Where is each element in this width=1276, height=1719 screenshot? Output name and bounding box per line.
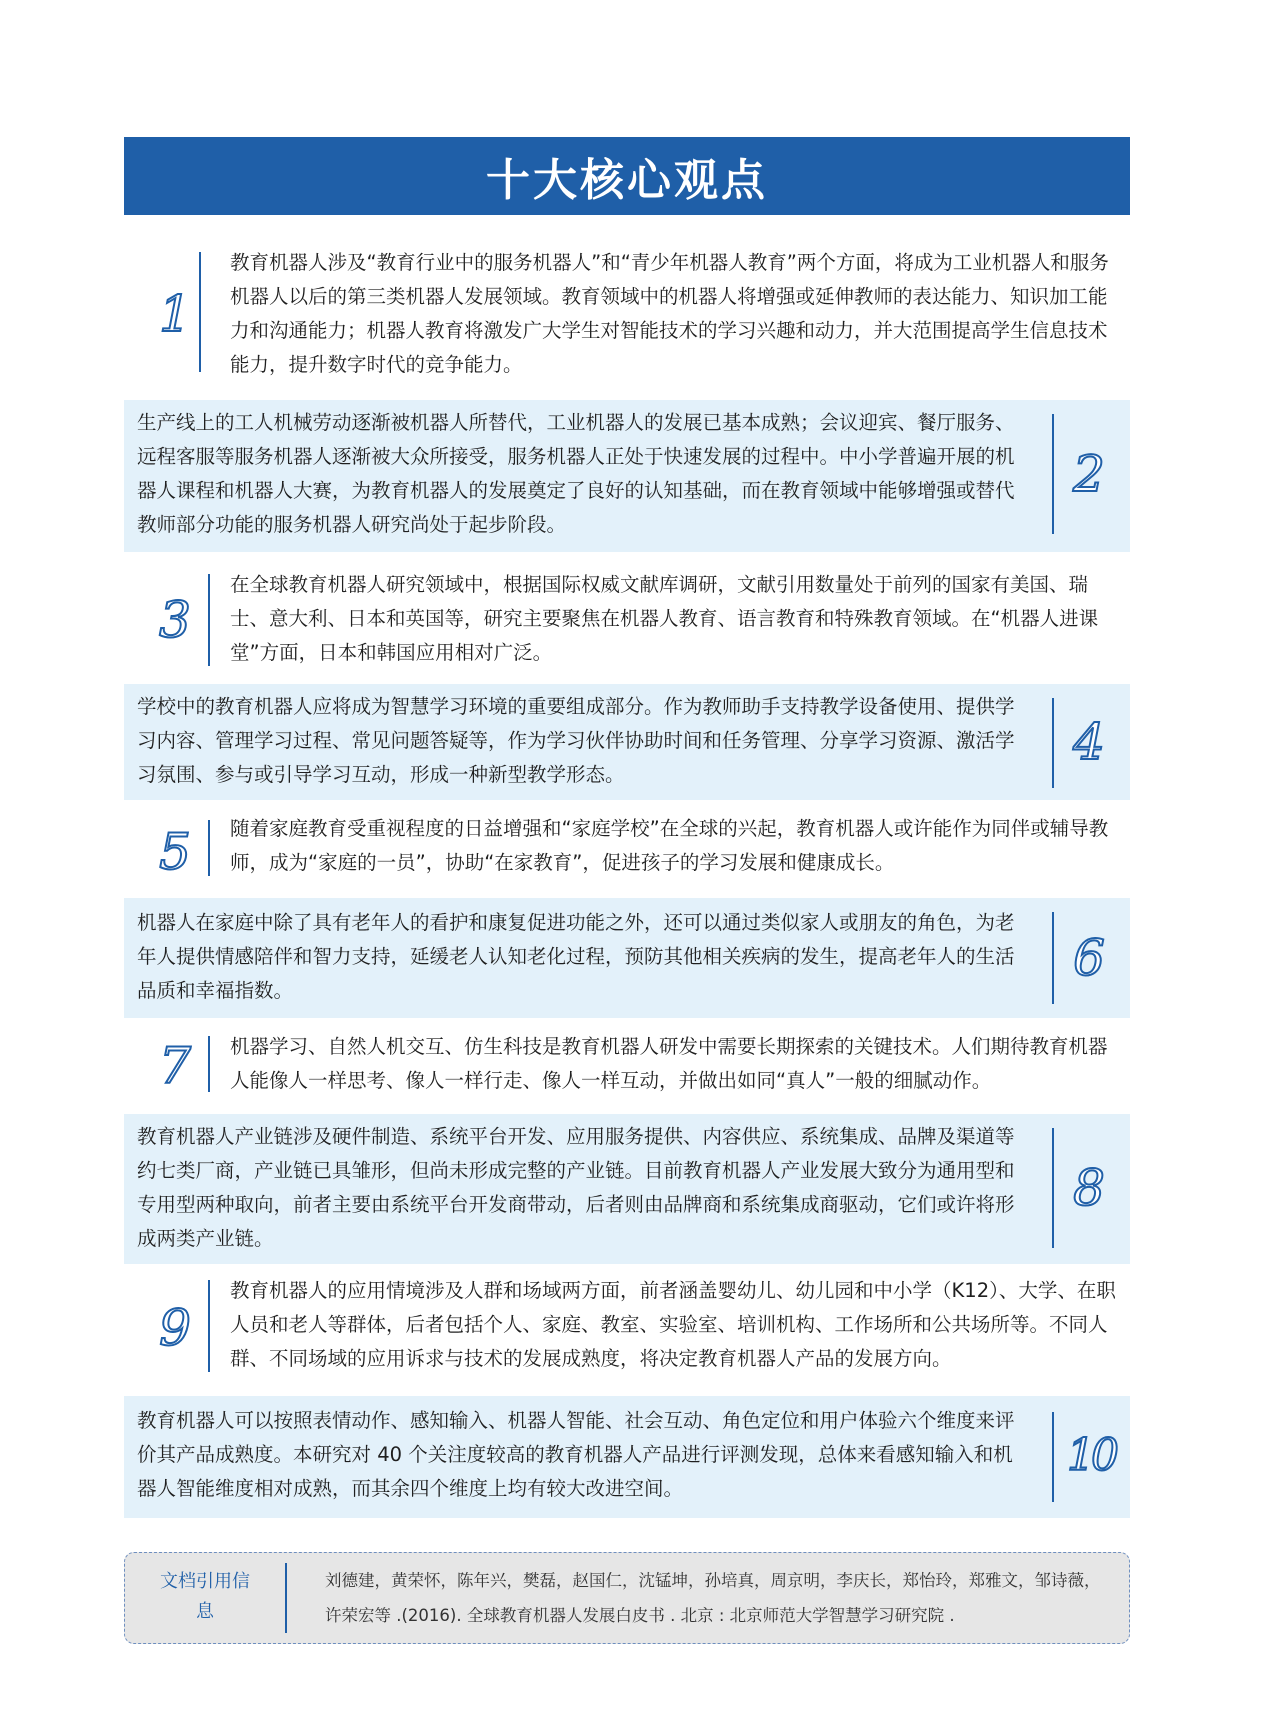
citation-divider — [285, 1563, 287, 1633]
point-divider — [199, 252, 201, 372]
point-number: 4 — [1073, 713, 1105, 771]
point-2 — [124, 400, 1130, 552]
point-5 — [124, 812, 1130, 888]
point-text: 生产线上的工人机械劳动逐渐被机器人所替代，工业机器人的发展已基本成熟；会议迎宾、餐厅服务、远程客服等服务机器人逐渐被大众所接受，服务机器人正处于快速发展的过程中。中小学普遍开展的机器人课程和机器人大赛，为教育机器人的发展奠定了良好的认知基础，而在教育领域中能够增强或替代教师部分功能的服务机器人研究尚处于起步阶段。 — [137, 411, 1015, 536]
point-number: 1 — [159, 285, 191, 343]
citation-text: 刘德建，黄荣怀，陈年兴，樊磊，赵国仁，沈锰坤，孙培真，周京明，李庆长，郑怡玲，郑雅文，邹诗薇，许荣宏等 .(2016). 全球教育机器人发展白皮书 . 北京 : 北京师范大学智慧学习研究院 . — [325, 1571, 1101, 1625]
point-4 — [124, 684, 1130, 800]
point-text: 机器人在家庭中除了具有老年人的看护和康复促进功能之外，还可以通过类似家人或朋友的角色，为老年人提供情感陪伴和智力支持，延缓老人认知老化过程，预防其他相关疾病的发生，提高老年人的生活品质和幸福指数。 — [137, 911, 1015, 1002]
point-text: 教育机器人可以按照表情动作、感知输入、机器人智能、社会互动、角色定位和用户体验六个维度来评价其产品成熟度。本研究对 40 个关注度较高的教育机器人产品进行评测发现，总体来看感知输入和机器人智能维度相对成熟，而其余四个维度上均有较大改进空间。 — [137, 1409, 1015, 1500]
point-6 — [124, 898, 1130, 1018]
point-number: 3 — [159, 591, 191, 649]
point-10 — [124, 1396, 1130, 1518]
point-text: 教育机器人的应用情境涉及人群和场域两方面，前者涵盖婴幼儿、幼儿园和中小学（K12）、大学、在职人员和老人等群体，后者包括个人、家庭、教室、实验室、培训机构、工作场所和公共场所等。不同人群、不同场域的应用诉求与技术的发展成熟度，将决定教育机器人产品的发展方向。 — [230, 1279, 1116, 1370]
point-text: 机器学习、自然人机交互、仿生科技是教育机器人研发中需要长期探索的关键技术。人们期待教育机器人能像人一样思考、像人一样行走、像人一样互动，并做出如同“真人”一般的细腻动作。 — [230, 1035, 1108, 1092]
point-divider — [208, 1036, 210, 1092]
point-text: 教育机器人产业链涉及硬件制造、系统平台开发、应用服务提供、内容供应、系统集成、品牌及渠道等约七类厂商，产业链已具雏形，但尚未形成完整的产业链。目前教育机器人产业发展大致分为通用型和专用型两种取向，前者主要由系统平台开发商带动，后者则由品牌商和系统集成商驱动，它们或许将形成两类产业链。 — [137, 1125, 1015, 1250]
point-divider — [208, 1280, 210, 1372]
title-banner — [124, 137, 1130, 215]
point-divider — [208, 574, 210, 666]
point-8 — [124, 1114, 1130, 1264]
point-number: 2 — [1073, 445, 1105, 503]
citation-label: 文档引用信息 — [160, 1571, 250, 1622]
point-number: 10 — [1067, 1430, 1115, 1481]
point-text: 随着家庭教育受重视程度的日益增强和“家庭学校”在全球的兴起，教育机器人或许能作为同伴或辅导教师，成为“家庭的一员”，协助“在家教育”，促进孩子的学习发展和健康成长。 — [230, 817, 1109, 874]
point-number: 8 — [1073, 1159, 1105, 1217]
point-divider — [1052, 1412, 1054, 1502]
citation-box — [124, 1552, 1130, 1644]
point-9 — [124, 1274, 1130, 1384]
point-number: 7 — [159, 1037, 191, 1095]
point-number: 5 — [159, 823, 191, 881]
point-3 — [124, 568, 1130, 676]
point-1 — [124, 242, 1130, 382]
point-text: 在全球教育机器人研究领域中，根据国际权威文献库调研，文献引用数量处于前列的国家有美国、瑞士、意大利、日本和英国等，研究主要聚焦在机器人教育、语言教育和特殊教育领域。在“机器人进课堂”方面，日本和韩国应用相对广泛。 — [230, 573, 1099, 664]
point-7 — [124, 1030, 1130, 1102]
point-number: 6 — [1073, 929, 1105, 987]
point-text: 教育机器人涉及“教育行业中的服务机器人”和“青少年机器人教育”两个方面，将成为工业机器人和服务机器人以后的第三类机器人发展领域。教育领域中的机器人将增强或延伸教师的表达能力、知识加工能力和沟通能力；机器人教育将激发广大学生对智能技术的学习兴趣和动力，并大范围提高学生信息技术能力，提升数字时代的竞争能力。 — [230, 251, 1109, 376]
page-title: 十大核心观点 — [486, 155, 768, 206]
point-divider — [208, 820, 210, 876]
point-text: 学校中的教育机器人应将成为智慧学习环境的重要组成部分。作为教师助手支持教学设备使用、提供学习内容、管理学习过程、常见问题答疑等，作为学习伙伴协助时间和任务管理、分享学习资源、激活学习氛围、参与或引导学习互动，形成一种新型教学形态。 — [137, 695, 1015, 786]
point-number: 9 — [159, 1299, 191, 1357]
